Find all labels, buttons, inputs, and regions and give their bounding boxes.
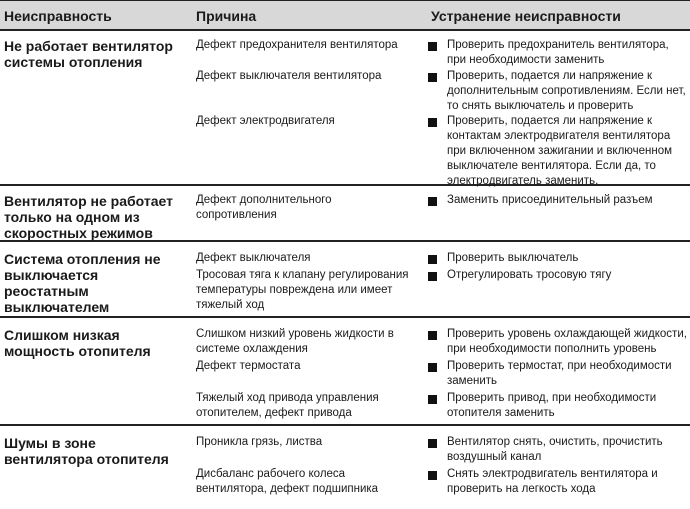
cause-text: Дисбаланс рабочего колеса вентилятора, дефект подшипника bbox=[196, 468, 379, 495]
square-bullet-icon bbox=[428, 395, 437, 404]
cause-text: Дефект дополнительного сопротивления bbox=[196, 194, 332, 221]
cause-text: Проникла грязь, листва bbox=[196, 436, 323, 448]
fix-text: Отрегулировать тросовую тягу bbox=[447, 269, 612, 281]
fault-group bbox=[0, 426, 690, 509]
square-bullet-icon bbox=[428, 42, 437, 51]
fault-name: Шумы в зоне вентилятора отопителя bbox=[4, 435, 169, 467]
square-bullet-icon bbox=[428, 197, 437, 206]
fault-name: Не работает вентилятор системы отопления bbox=[4, 38, 173, 70]
fix-text: Проверить, подается ли напряжение к контактам электродвигателя вентилятора при включенном зажигании и включенном выключателе вентилятора. Если да, то электродвигатель заменить. bbox=[447, 115, 673, 187]
fix-text: Проверить, подается ли напряжение к дополнительным сопротивлениям. Если нет, то снять выключатель и проверить bbox=[447, 70, 686, 112]
fix-text: Вентилятор снять, очистить, прочистить воздушный канал bbox=[447, 436, 663, 463]
fix-text: Снять электродвигатель вентилятора и проверить на легкость хода bbox=[447, 468, 658, 495]
header-fix: Устранение неисправности bbox=[431, 8, 621, 24]
square-bullet-icon bbox=[428, 331, 437, 340]
fix-text: Проверить привод, при необходимости отопителя заменить bbox=[447, 392, 657, 419]
fault-name: Система отопления не выключается реостатным выключателем bbox=[4, 251, 161, 315]
cause-text: Тяжелый ход привода управления отопителем, дефект привода bbox=[196, 392, 379, 419]
fix-text: Проверить предохранитель вентилятора, при необходимости заменить bbox=[447, 39, 669, 66]
fault-group bbox=[0, 186, 690, 242]
square-bullet-icon bbox=[428, 255, 437, 264]
fault-name: Вентилятор не работает только на одном из скоростных режимов bbox=[4, 193, 173, 241]
square-bullet-icon bbox=[428, 73, 437, 82]
cause-text: Дефект выключателя bbox=[196, 252, 311, 264]
cause-text: Дефект предохранителя вентилятора bbox=[196, 39, 398, 51]
fault-group bbox=[0, 31, 690, 186]
cause-text: Слишком низкий уровень жидкости в системе охлаждения bbox=[196, 328, 394, 355]
square-bullet-icon bbox=[428, 118, 437, 127]
fault-group bbox=[0, 242, 690, 318]
fix-text: Проверить выключатель bbox=[447, 252, 579, 264]
header-cause: Причина bbox=[196, 8, 257, 24]
cause-text: Тросовая тяга к клапану регулирования температуры повреждена или имеет тяжелый ход bbox=[196, 269, 409, 311]
table-header bbox=[0, 0, 690, 31]
square-bullet-icon bbox=[428, 363, 437, 372]
cause-text: Дефект термостата bbox=[196, 360, 301, 372]
fix-text: Заменить присоединительный разъем bbox=[447, 194, 653, 206]
cause-text: Дефект выключателя вентилятора bbox=[196, 70, 382, 82]
square-bullet-icon bbox=[428, 471, 437, 480]
fix-text: Проверить уровень охлаждающей жидкости, при необходимости пополнить уровень bbox=[447, 328, 687, 355]
square-bullet-icon bbox=[428, 272, 437, 281]
fix-text: Проверить термостат, при необходимости заменить bbox=[447, 360, 672, 387]
square-bullet-icon bbox=[428, 439, 437, 448]
fault-name: Слишком низкая мощность отопителя bbox=[4, 327, 151, 359]
header-fault: Неисправность bbox=[4, 8, 112, 24]
cause-text: Дефект электродвигателя bbox=[196, 115, 335, 127]
fault-group bbox=[0, 318, 690, 426]
